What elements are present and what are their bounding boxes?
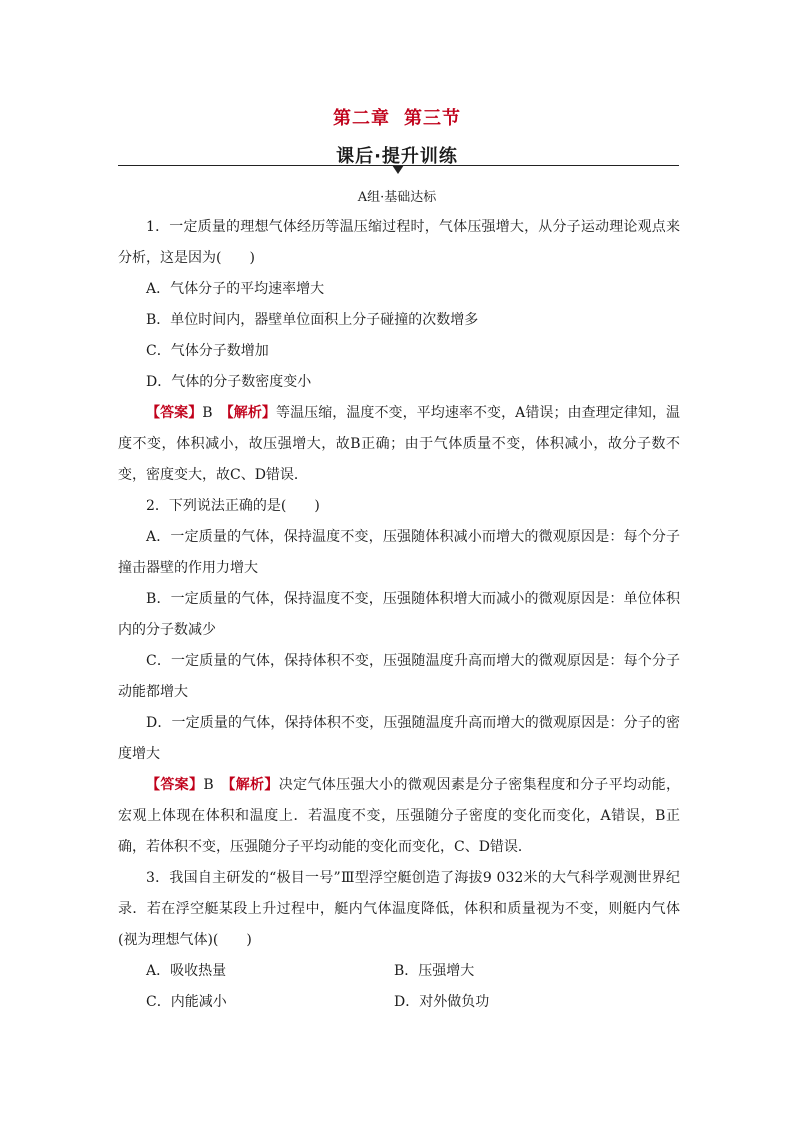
answer-tag: 【答案】 [146, 777, 204, 793]
question-stem: 2．下列说法正确的是( ) [146, 498, 320, 514]
option-c: C．气体分子数增加 [146, 343, 269, 359]
analysis-text: 决定气体压强大小的微观因素是分子密集程度和分子平均动能，宏观上体现在体积和温度上．若温度不变，压强随分子密度的变化而变化，A错误，B正确，若体积不变，压强随分子平均动能的变化而变化，C、D错误． [118, 777, 681, 855]
question-3 [118, 863, 680, 1018]
option-c: C．一定质量的气体，保持体积不变，压强随温度升高而增大的微观原因是：每个分子动能都增大 [118, 653, 680, 700]
option-d: D．对外做负功 [394, 994, 490, 1010]
group-heading: A组·基础达标 [357, 190, 437, 205]
option-d: D．气体的分子数密度变小 [146, 374, 312, 390]
question-stem: 3．我国自主研发的“极目一号”Ⅲ型浮空艇创造了海拔9 032米的大气科学观测世界纪录．若在浮空艇某段上升过程中，艇内气体温度降低，体积和质量视为不变，则艇内气体(视为理想气体)( ) [118, 870, 680, 948]
question-1 [118, 212, 680, 491]
question-2 [118, 491, 680, 863]
analysis-tag: 【解析】 [226, 405, 276, 421]
analysis-text: 等温压缩，温度不变，平均速率不变，A错误；由查理定律知，温度不变，体积减小，故压强增大，故B正确；由于气体质量不变，体积减小，故分子数不变，密度变大，故C、D错误． [118, 405, 681, 483]
chapter-title: 第二章 [333, 108, 390, 129]
option-d: D．一定质量的气体，保持体积不变，压强随温度升高而增大的微观原因是：分子的密度增大 [118, 715, 680, 762]
question-stem: 1．一定质量的理想气体经历等温压缩过程时，气体压强增大，从分子运动理论观点来分析，这是因为( ) [118, 219, 680, 266]
option-a: A．吸收热量 [146, 963, 227, 979]
answer-tag: 【答案】 [146, 405, 203, 421]
answer-block [118, 398, 680, 491]
question-list [118, 212, 680, 1018]
option-b: B．压强增大 [394, 963, 475, 979]
option-row [118, 956, 680, 987]
option-b: B．一定质量的气体，保持温度不变，压强随体积增大而减小的微观原因是：单位体积内的分子数减少 [118, 591, 680, 638]
answer-block [118, 770, 680, 863]
chapter-heading [0, 104, 794, 130]
option-a: A．一定质量的气体，保持温度不变，压强随体积减小而增大的微观原因是：每个分子撞击器壁的作用力增大 [118, 529, 680, 576]
answer-value: B [203, 777, 214, 793]
analysis-tag: 【解析】 [228, 777, 279, 793]
option-b: B．单位时间内，器壁单位面积上分子碰撞的次数增多 [146, 312, 479, 328]
option-a: A．气体分子的平均速率增大 [146, 281, 325, 297]
page-subtitle: 课后·提升训练 [336, 146, 458, 167]
answer-value: B [202, 405, 213, 421]
section-title: 第三节 [404, 108, 461, 129]
option-row [118, 987, 680, 1018]
option-c: C．内能减小 [146, 994, 227, 1010]
triangle-down-icon [392, 165, 404, 174]
